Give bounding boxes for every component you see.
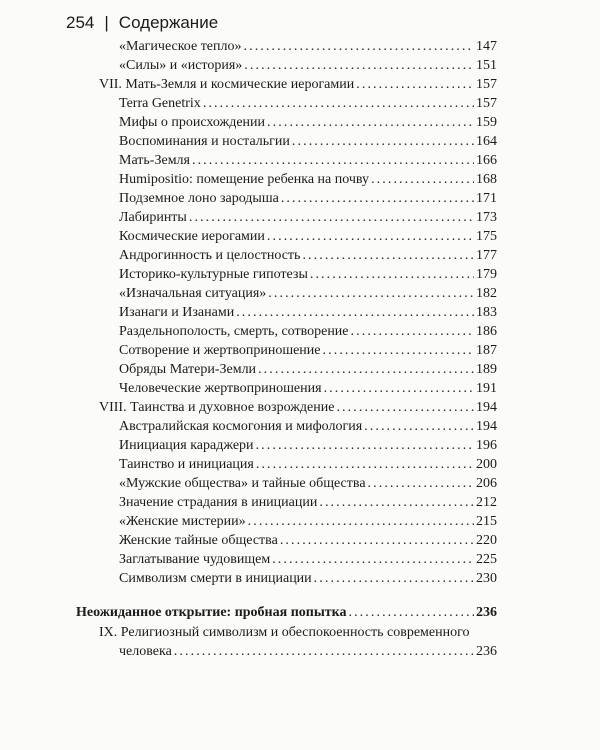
dot-leader	[192, 152, 474, 170]
toc-entry-page: 183	[476, 305, 497, 320]
toc-entry	[119, 532, 497, 550]
toc-entry-page: 159	[476, 115, 497, 130]
toc-entry-title: Австралийская космогония и мифология	[119, 419, 363, 434]
dot-leader	[348, 604, 474, 622]
toc-entry-page: 236	[476, 605, 497, 620]
toc-entry-title: Символизм смерти в инициации	[119, 571, 312, 586]
toc-entry-title: Terra Genetrix	[119, 96, 201, 111]
dot-leader	[256, 437, 474, 455]
toc-entry-page: 212	[476, 495, 497, 510]
toc-entry-page: 157	[476, 77, 497, 92]
toc-entry-title: Андрогинность и целостность	[119, 248, 301, 263]
toc-entry-page: 171	[476, 191, 497, 206]
toc-entry-title: «Силы» и «история»	[119, 58, 243, 73]
toc-entry-title: VIII. Таинства и духовное возрождение	[99, 400, 335, 415]
toc-entry	[119, 228, 497, 246]
toc-entry-title: Историко-культурные гипотезы	[119, 267, 308, 282]
toc-entry-page: 200	[476, 457, 497, 472]
toc-section	[76, 604, 497, 622]
dot-leader	[258, 361, 474, 379]
toc-entry	[119, 551, 497, 569]
toc-entry-title: Раздельнополость, смерть, сотворение	[119, 324, 349, 339]
dot-leader	[280, 532, 474, 550]
dot-leader	[364, 418, 474, 436]
toc-entry-title: Humipositio: помещение ребенка на почву	[119, 172, 370, 187]
toc-entry	[119, 38, 497, 56]
toc-entry	[119, 209, 497, 227]
toc-entry-title: «Мужские общества» и тайные общества	[119, 476, 366, 491]
dot-leader	[244, 38, 475, 56]
toc-entry-title: Инициация караджери	[119, 438, 254, 453]
dot-leader	[319, 494, 474, 512]
dot-leader	[268, 285, 474, 303]
toc-entry-page: 151	[476, 58, 497, 73]
dot-leader	[203, 95, 474, 113]
toc-entry-page: 177	[476, 248, 497, 263]
toc-entry-page: 220	[476, 533, 497, 548]
toc-entry	[119, 95, 497, 113]
dot-leader	[371, 171, 474, 189]
toc-entry-title: Мать-Земля	[119, 153, 190, 168]
toc-entry	[119, 304, 497, 322]
toc-entry-title: Лабиринты	[119, 210, 187, 225]
header-separator: |	[104, 13, 109, 32]
dot-leader	[323, 342, 474, 360]
toc-entry	[119, 475, 497, 493]
toc-entry	[119, 513, 497, 531]
toc-entry	[119, 152, 497, 170]
toc-entry-title: Обряды Матери-Земли	[119, 362, 257, 377]
toc-chapter-ix-continuation	[119, 643, 497, 661]
toc-entry-page: 196	[476, 438, 497, 453]
toc-entry-page: 164	[476, 134, 497, 149]
toc-entry-page: 191	[476, 381, 497, 396]
dot-leader	[256, 456, 474, 474]
toc-entry-title: Подземное лоно зародыша	[119, 191, 279, 206]
dot-leader	[324, 380, 474, 398]
toc-entry-title: Изанаги и Изанами	[119, 305, 235, 320]
dot-leader	[267, 114, 474, 132]
page-number: 254	[66, 13, 95, 32]
dot-leader	[248, 513, 474, 531]
running-head	[66, 13, 218, 33]
toc-entry-page: 225	[476, 552, 497, 567]
toc-entry	[119, 190, 497, 208]
toc-entry-title: человека	[119, 644, 172, 659]
toc-entry-title: Воспоминания и ностальгии	[119, 134, 290, 149]
toc-entry	[119, 494, 497, 512]
toc-entry-page: 179	[476, 267, 497, 282]
toc-entry-title: «Изначальная ситуация»	[119, 286, 267, 301]
dot-leader	[281, 190, 474, 208]
toc-entry	[119, 380, 497, 398]
toc-entry-title: Таинство и инициация	[119, 457, 254, 472]
toc-entry-page: 215	[476, 514, 497, 529]
toc-entry	[119, 418, 497, 436]
toc-entry-title: VII. Мать-Земля и космические иерогамии	[99, 77, 355, 92]
toc-entry	[119, 114, 497, 132]
toc-entry-page: 230	[476, 571, 497, 586]
toc-entry	[119, 171, 497, 189]
dot-leader	[174, 643, 474, 661]
toc-entry-page: 157	[476, 96, 497, 111]
toc-entry	[119, 342, 497, 360]
dot-leader	[302, 247, 474, 265]
dot-leader	[236, 304, 474, 322]
dot-leader	[336, 399, 474, 417]
toc-entry-page: 182	[476, 286, 497, 301]
toc-entry-page: 236	[476, 644, 497, 659]
dot-leader	[351, 323, 474, 341]
toc-entry-title: Заглатывание чудовищем	[119, 552, 271, 567]
toc-entry-page: 194	[476, 419, 497, 434]
dot-leader	[310, 266, 474, 284]
toc-entry	[119, 456, 497, 474]
toc-entry-title: «Женские мистерии»	[119, 514, 246, 529]
dot-leader	[272, 551, 474, 569]
toc-entry-title: Женские тайные общества	[119, 533, 278, 548]
toc-entry-title: Значение страдания в инициации	[119, 495, 318, 510]
dot-leader	[292, 133, 474, 151]
toc-entry-page: 206	[476, 476, 497, 491]
toc-entry	[119, 285, 497, 303]
toc-entry-title: «Магическое тепло»	[119, 39, 242, 54]
dot-leader	[267, 228, 474, 246]
toc-entry-page: 175	[476, 229, 497, 244]
dot-leader	[356, 76, 474, 94]
toc-entry-title: Мифы о происхождении	[119, 115, 266, 130]
section-title: Содержание	[118, 13, 219, 32]
toc-chapter-ix-title: IX. Религиозный символизм и обеспокоенность современного	[99, 625, 470, 640]
toc-entry	[119, 247, 497, 265]
toc-entry	[119, 133, 497, 151]
toc-entry-page: 189	[476, 362, 497, 377]
toc-entry	[119, 57, 497, 75]
toc-chapter	[99, 399, 497, 417]
toc-entry	[119, 266, 497, 284]
dot-leader	[244, 57, 474, 75]
toc-entry-title: Человеческие жертвоприношения	[119, 381, 322, 396]
toc-entry	[119, 570, 497, 588]
dot-leader	[314, 570, 474, 588]
toc-entry-page: 187	[476, 343, 497, 358]
toc-entry-page: 173	[476, 210, 497, 225]
toc-entry-page: 147	[476, 39, 497, 54]
toc-entry-page: 168	[476, 172, 497, 187]
toc-entry	[119, 323, 497, 341]
toc-entry-page: 166	[476, 153, 497, 168]
dot-leader	[189, 209, 474, 227]
toc-entry-page: 186	[476, 324, 497, 339]
toc-entry-page: 194	[476, 400, 497, 415]
toc-entry	[119, 437, 497, 455]
toc-entry-title: Неожиданное открытие: пробная попытка	[76, 605, 347, 620]
toc-entry-title: Сотворение и жертвоприношение	[119, 343, 321, 358]
toc-entry	[119, 361, 497, 379]
toc-chapter	[99, 76, 497, 94]
toc-entry-title: Космические иерогамии	[119, 229, 265, 244]
dot-leader	[368, 475, 474, 493]
